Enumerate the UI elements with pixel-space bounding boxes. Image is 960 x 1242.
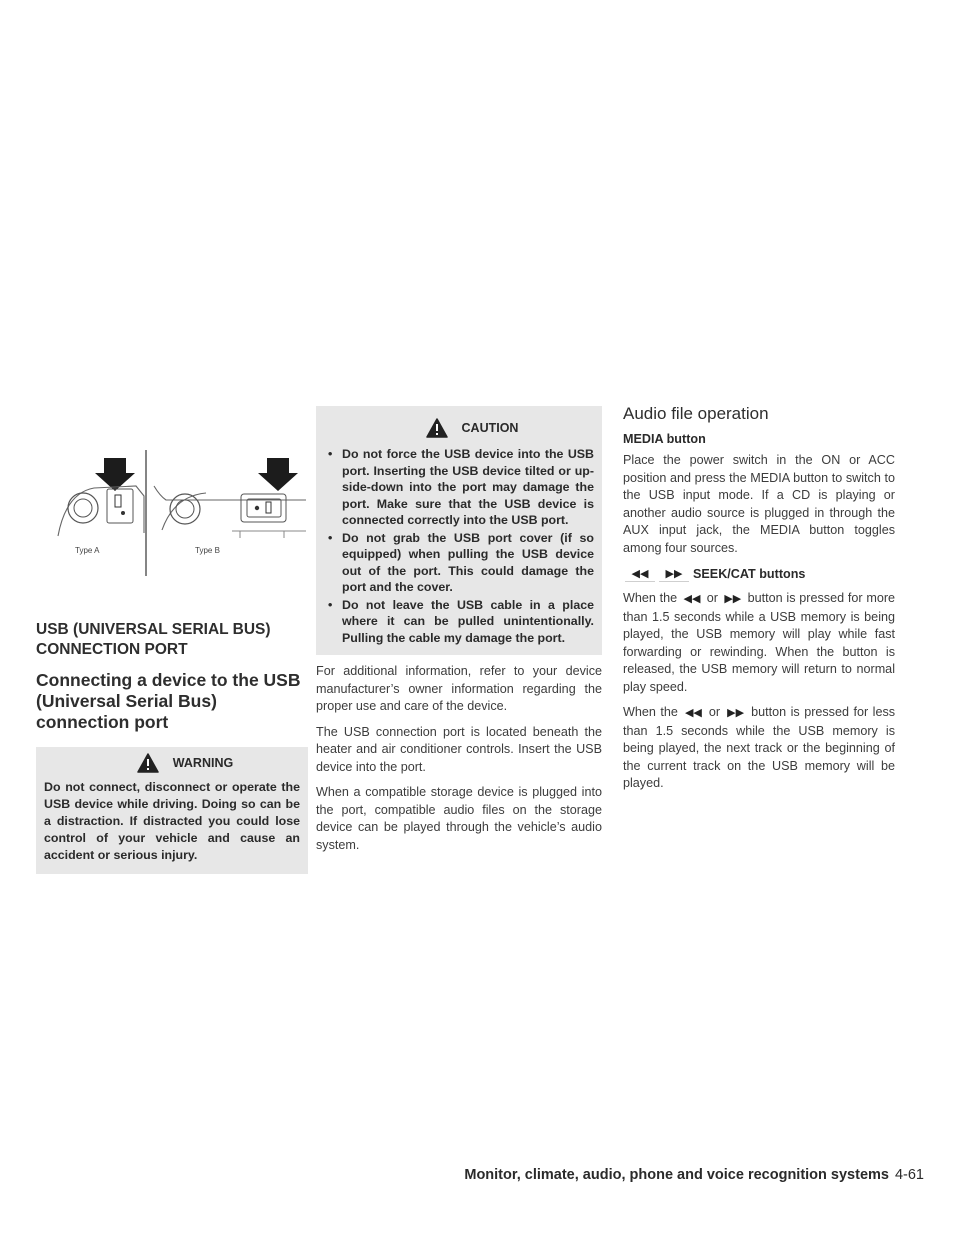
skip-forward-icon: ▶▶	[724, 593, 742, 605]
skip-forward-icon: ▶▶	[659, 565, 689, 582]
seek-heading-row	[623, 565, 895, 582]
section-title: USB (UNIVERSAL SERIAL BUS) CONNECTION PORT	[36, 621, 271, 658]
text-fragment: When the	[623, 591, 678, 605]
text-fragment: or	[708, 705, 721, 719]
media-text: Place the power switch in the ON or ACC position and press the MEDIA button to switch to the USB input mode. If a CD is playing or another audio source is plugged in through the AUX input jack, the MEDIA button toggles among four sources.	[623, 453, 895, 555]
seek-heading: SEEK/CAT buttons	[693, 566, 806, 581]
page-footer	[464, 1167, 924, 1183]
footer-title: Monitor, climate, audio, phone and voice recognition systems	[464, 1167, 889, 1183]
body-paragraph: For additional information, refer to your device manufacturer’s owner information regarding the proper use and care of the device.	[316, 664, 602, 713]
text-fragment: button is pressed for less than 1.5 seconds while the USB memory is being played, the next track or the beginning of the current track on the USB memory will be played.	[623, 705, 896, 790]
seek-paragraph-long	[623, 590, 895, 696]
caution-column	[316, 406, 602, 862]
caution-header	[324, 412, 594, 438]
usb-port-figure	[36, 438, 308, 578]
warning-label: WARNING	[172, 756, 234, 770]
caution-item: • Do not grab the USB port cover (if so equipped) when pulling the USB device out of the port. This could damage the port and the cover.	[324, 530, 594, 596]
warning-icon	[137, 753, 159, 773]
audio-heading: Audio file operation	[623, 404, 769, 423]
caution-item: • Do not force the USB device into the USB port. Inserting the USB device tilted or up-side-down into the port may damage the port. Make sure that the USB device is connected correctly into the USB port.	[324, 446, 594, 529]
caution-list	[324, 446, 594, 646]
arrow-down-icon	[258, 458, 298, 491]
warning-icon	[426, 418, 448, 438]
seek-paragraph-short	[623, 704, 895, 793]
skip-back-icon: ◀◀	[683, 593, 701, 605]
usb-port-illustration	[36, 438, 308, 578]
audio-column	[623, 404, 895, 801]
text-fragment: or	[706, 591, 718, 605]
caution-box	[316, 406, 602, 655]
text-fragment: When the	[623, 705, 678, 719]
caution-item: • Do not leave the USB cable in a place where it can be pulled unintentionally. Pulling the cable my damage the port.	[324, 597, 594, 647]
text-fragment: button is pressed for more than 1.5 seconds while a USB memory is being played, the USB memory will play while fast forwarding or rewinding. When the button is released, the USB memory will return to normal play speed.	[623, 591, 896, 694]
skip-back-icon: ◀◀	[625, 565, 655, 582]
usb-section	[36, 620, 308, 874]
media-heading: MEDIA button	[623, 432, 706, 446]
type-a-label: Type A	[75, 546, 100, 555]
skip-forward-icon: ▶▶	[727, 707, 745, 719]
body-paragraph: The USB connection port is located beneath the heater and air conditioner controls. Insert the USB device into the port.	[316, 724, 602, 774]
caution-label: CAUTION	[461, 421, 519, 435]
body-paragraph: When a compatible storage device is plugged into the port, compatible audio files on the storage device can be played through the vehicle’s audio system.	[316, 785, 602, 852]
warning-text: Do not connect, disconnect or operate the USB device while driving. Doing so can be a distraction. If distracted you could lose control of your vehicle and cause an accident or serious injury.	[44, 780, 300, 862]
skip-back-icon: ◀◀	[684, 707, 702, 719]
warning-box	[36, 747, 308, 874]
warning-header	[44, 753, 300, 773]
type-b-label: Type B	[195, 546, 220, 555]
page-number: 4-61	[894, 1167, 924, 1183]
section-subtitle: Connecting a device to the USB (Universal Serial Bus) connection port	[36, 670, 301, 732]
